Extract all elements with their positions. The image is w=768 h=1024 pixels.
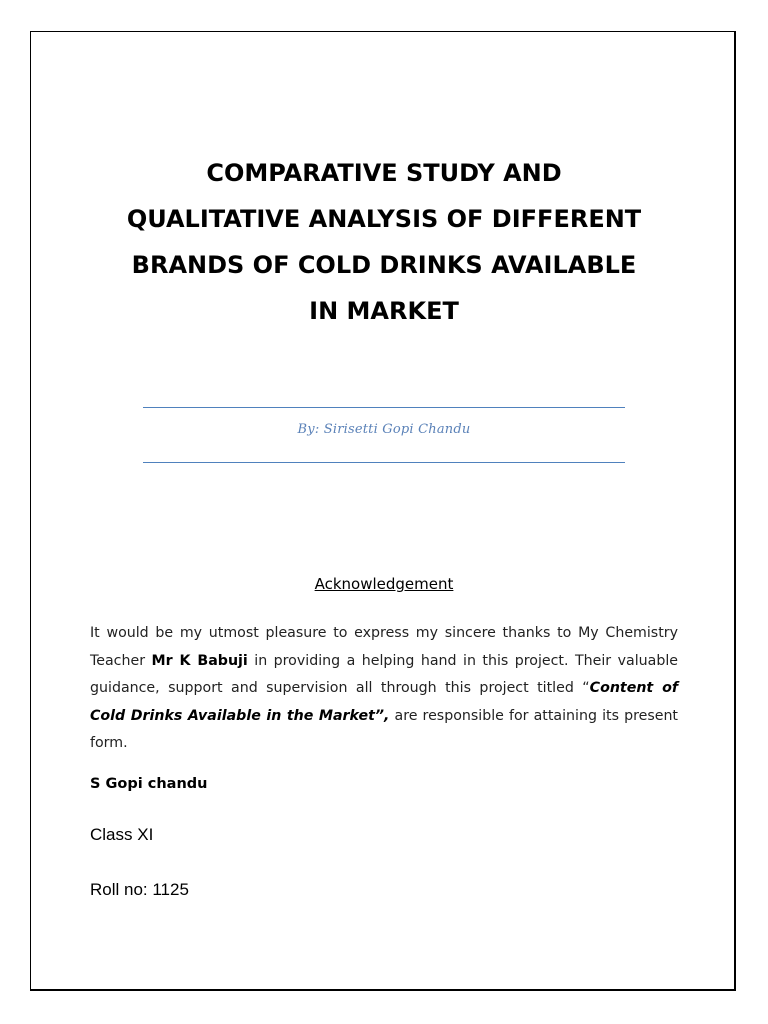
signer-name: S Gopi chandu <box>90 776 208 792</box>
title-line-3: BRANDS OF COLD DRINKS AVAILABLE <box>131 251 637 279</box>
ack-text-1: It would be my utmost pleasure to express my sincere thanks to My Chemistry Teacher <box>90 625 678 669</box>
class-info: Class XI <box>90 825 154 844</box>
title-line-1: COMPARATIVE STUDY AND <box>206 159 562 187</box>
project-title: Content of Cold Drinks Available in the Market”, <box>90 680 678 724</box>
document-title <box>60 150 708 334</box>
acknowledgement-paragraph <box>90 620 678 758</box>
title-line-4: IN MARKET <box>309 297 459 325</box>
author-byline: By: Sirisetti Gopi Chandu <box>297 422 471 437</box>
byline-top-rule <box>143 407 625 408</box>
acknowledgement-heading: Acknowledgement <box>314 575 454 593</box>
teacher-name: Mr K Babuji <box>151 652 248 669</box>
title-line-2: QUALITATIVE ANALYSIS OF DIFFERENT <box>126 205 642 233</box>
byline-bottom-rule <box>143 462 625 463</box>
ack-text-2: in providing a helping hand in this project. Their valuable guidance, support and supervision all through this project titled “ <box>90 652 678 696</box>
roll-number: Roll no: 1125 <box>90 880 189 899</box>
ack-text-3: are responsible for attaining its present form. <box>90 707 678 751</box>
